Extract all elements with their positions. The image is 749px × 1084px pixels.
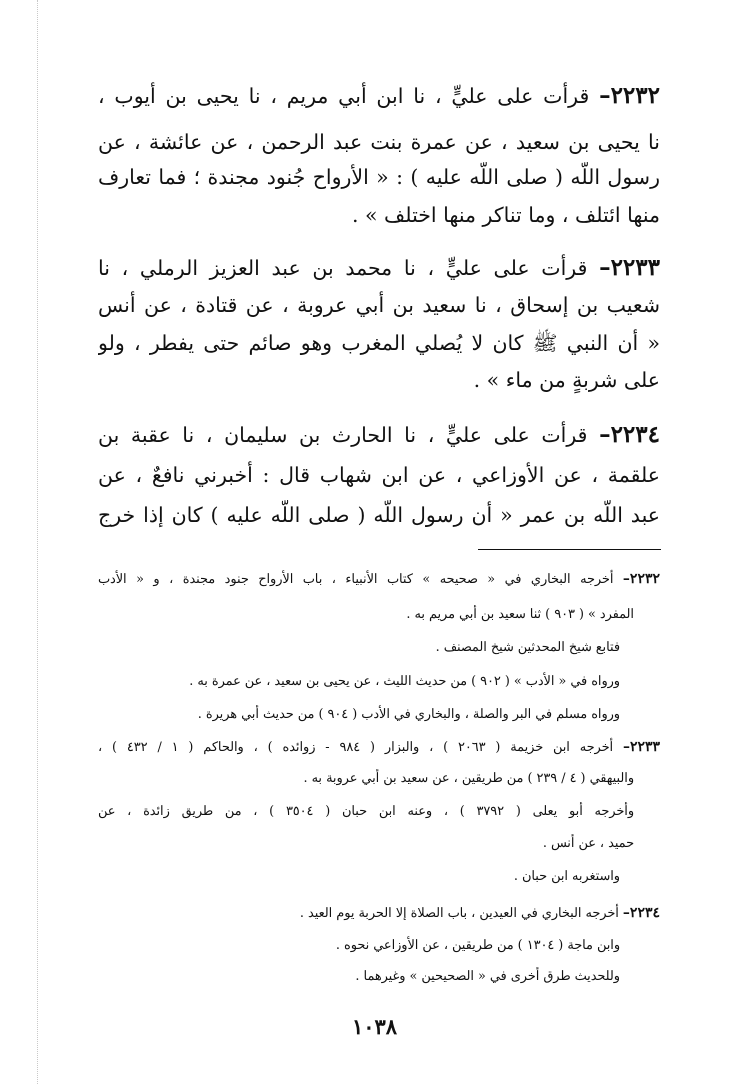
hadith-2232-line-3: رسول اللّه ( صلى اللّه عليه ) : « الأرواح جُنود مجندة ؛ فما تعارف <box>98 165 660 189</box>
hadith-2233-line-2: شعيب بن إسحاق ، نا سعيد بن أبي عروبة ، عن قتادة ، عن أنس <box>98 293 660 317</box>
hadith-2232-line-1: ٢٢٣٢– قرأت على عليٍّ ، نا ابن أبي مريم ، نا يحيى بن أيوب ، <box>98 82 660 109</box>
hadith-2234-line-2: علقمة ، عن الأوزاعي ، عن ابن شهاب قال : أخبرني نافعٌ ، عن <box>98 463 660 487</box>
hadith-2232-line-4: منها ائتلف ، وما تناكر منها اختلف » . <box>351 203 660 227</box>
footnote-2233-line-2: والبيهقي ( ٤ / ٢٣٩ ) من طريقين ، عن سعيد بن أبي عروبة به . <box>303 771 634 786</box>
footnote-2232-line-4: ورواه في « الأدب » ( ٩٠٢ ) من حديث الليث ، عن يحيى بن سعيد ، عن عمرة به . <box>189 674 620 689</box>
hadith-2233-line-3: « أن النبي ﷺ كان لا يُصلي المغرب وهو صائم حتى يفطر ، ولو <box>98 331 660 355</box>
footnote-2232-line-1: ٢٢٣٢– أخرجه البخاري في « صحيحه » كتاب الأنبياء ، باب الأرواح جنود مجندة ، و « الأدب <box>98 571 660 587</box>
footnote-2232-line-5: ورواه مسلم في البر والصلة ، والبخاري في الأدب ( ٩٠٤ ) من حديث أبي هريرة . <box>197 707 620 722</box>
hadith-2232-line-2: نا يحيى بن سعيد ، عن عمرة بنت عبد الرحمن ، عن عائشة ، عن <box>98 130 660 154</box>
hadith-number: ٢٢٣٤ <box>610 421 660 448</box>
footnote-2234-line-1: ٢٢٣٤– أخرجه البخاري في العيدين ، باب الصلاة إلا الحربة يوم العيد . <box>299 905 660 921</box>
footnote-2233-line-4: حميد ، عن أنس . <box>542 836 634 851</box>
footnote-2232-line-2: المفرد » ( ٩٠٣ ) ثنا سعيد بن أبي مريم به . <box>406 607 634 622</box>
hadith-2234-line-1: ٢٢٣٤– قرأت على عليٍّ ، نا الحارث بن سليمان ، نا عقبة بن <box>98 421 660 448</box>
hadith-number: ٢٢٣٣ <box>610 254 660 281</box>
footnote-2232-line-3: فتابع شيخ المحدثين شيخ المصنف . <box>435 640 620 655</box>
footnote-2234-line-2: وابن ماجة ( ١٣٠٤ ) من طريقين ، عن الأوزاعي نحوه . <box>335 938 620 953</box>
footnote-2233-line-5: واستغربه ابن حبان . <box>513 869 620 884</box>
hadith-2234-line-3: عبد اللّه بن عمر « أن رسول اللّه ( صلى اللّه عليه ) كان إذا خرج <box>98 503 660 527</box>
footnote-divider <box>478 549 661 550</box>
hadith-number: ٢٢٣٢ <box>610 82 660 109</box>
hadith-2233-line-4: على شربةٍ من ماء » . <box>473 368 660 392</box>
footnote-2234-line-3: وللحديث طرق أخرى في « الصحيحين » وغيرهما . <box>355 969 620 984</box>
page-number: ١٠٣٨ <box>351 1014 398 1039</box>
footnote-2233-line-3: وأخرجه أبو يعلى ( ٣٧٩٢ ) ، وعنه ابن حبان ( ٣٥٠٤ ) ، من طريق زائدة ، عن <box>98 804 634 819</box>
footnote-2233-line-1: ٢٢٣٣– أخرجه ابن خزيمة ( ٢٠٦٣ ) ، والبزار ( ٩٨٤ - زوائده ) ، والحاكم ( ١ / ٤٣٢ ) ، <box>98 739 660 755</box>
hadith-2233-line-1: ٢٢٣٣– قرأت على عليٍّ ، نا محمد بن عبد العزيز الرملي ، نا <box>98 254 660 281</box>
scan-margin-dots <box>37 0 38 1084</box>
